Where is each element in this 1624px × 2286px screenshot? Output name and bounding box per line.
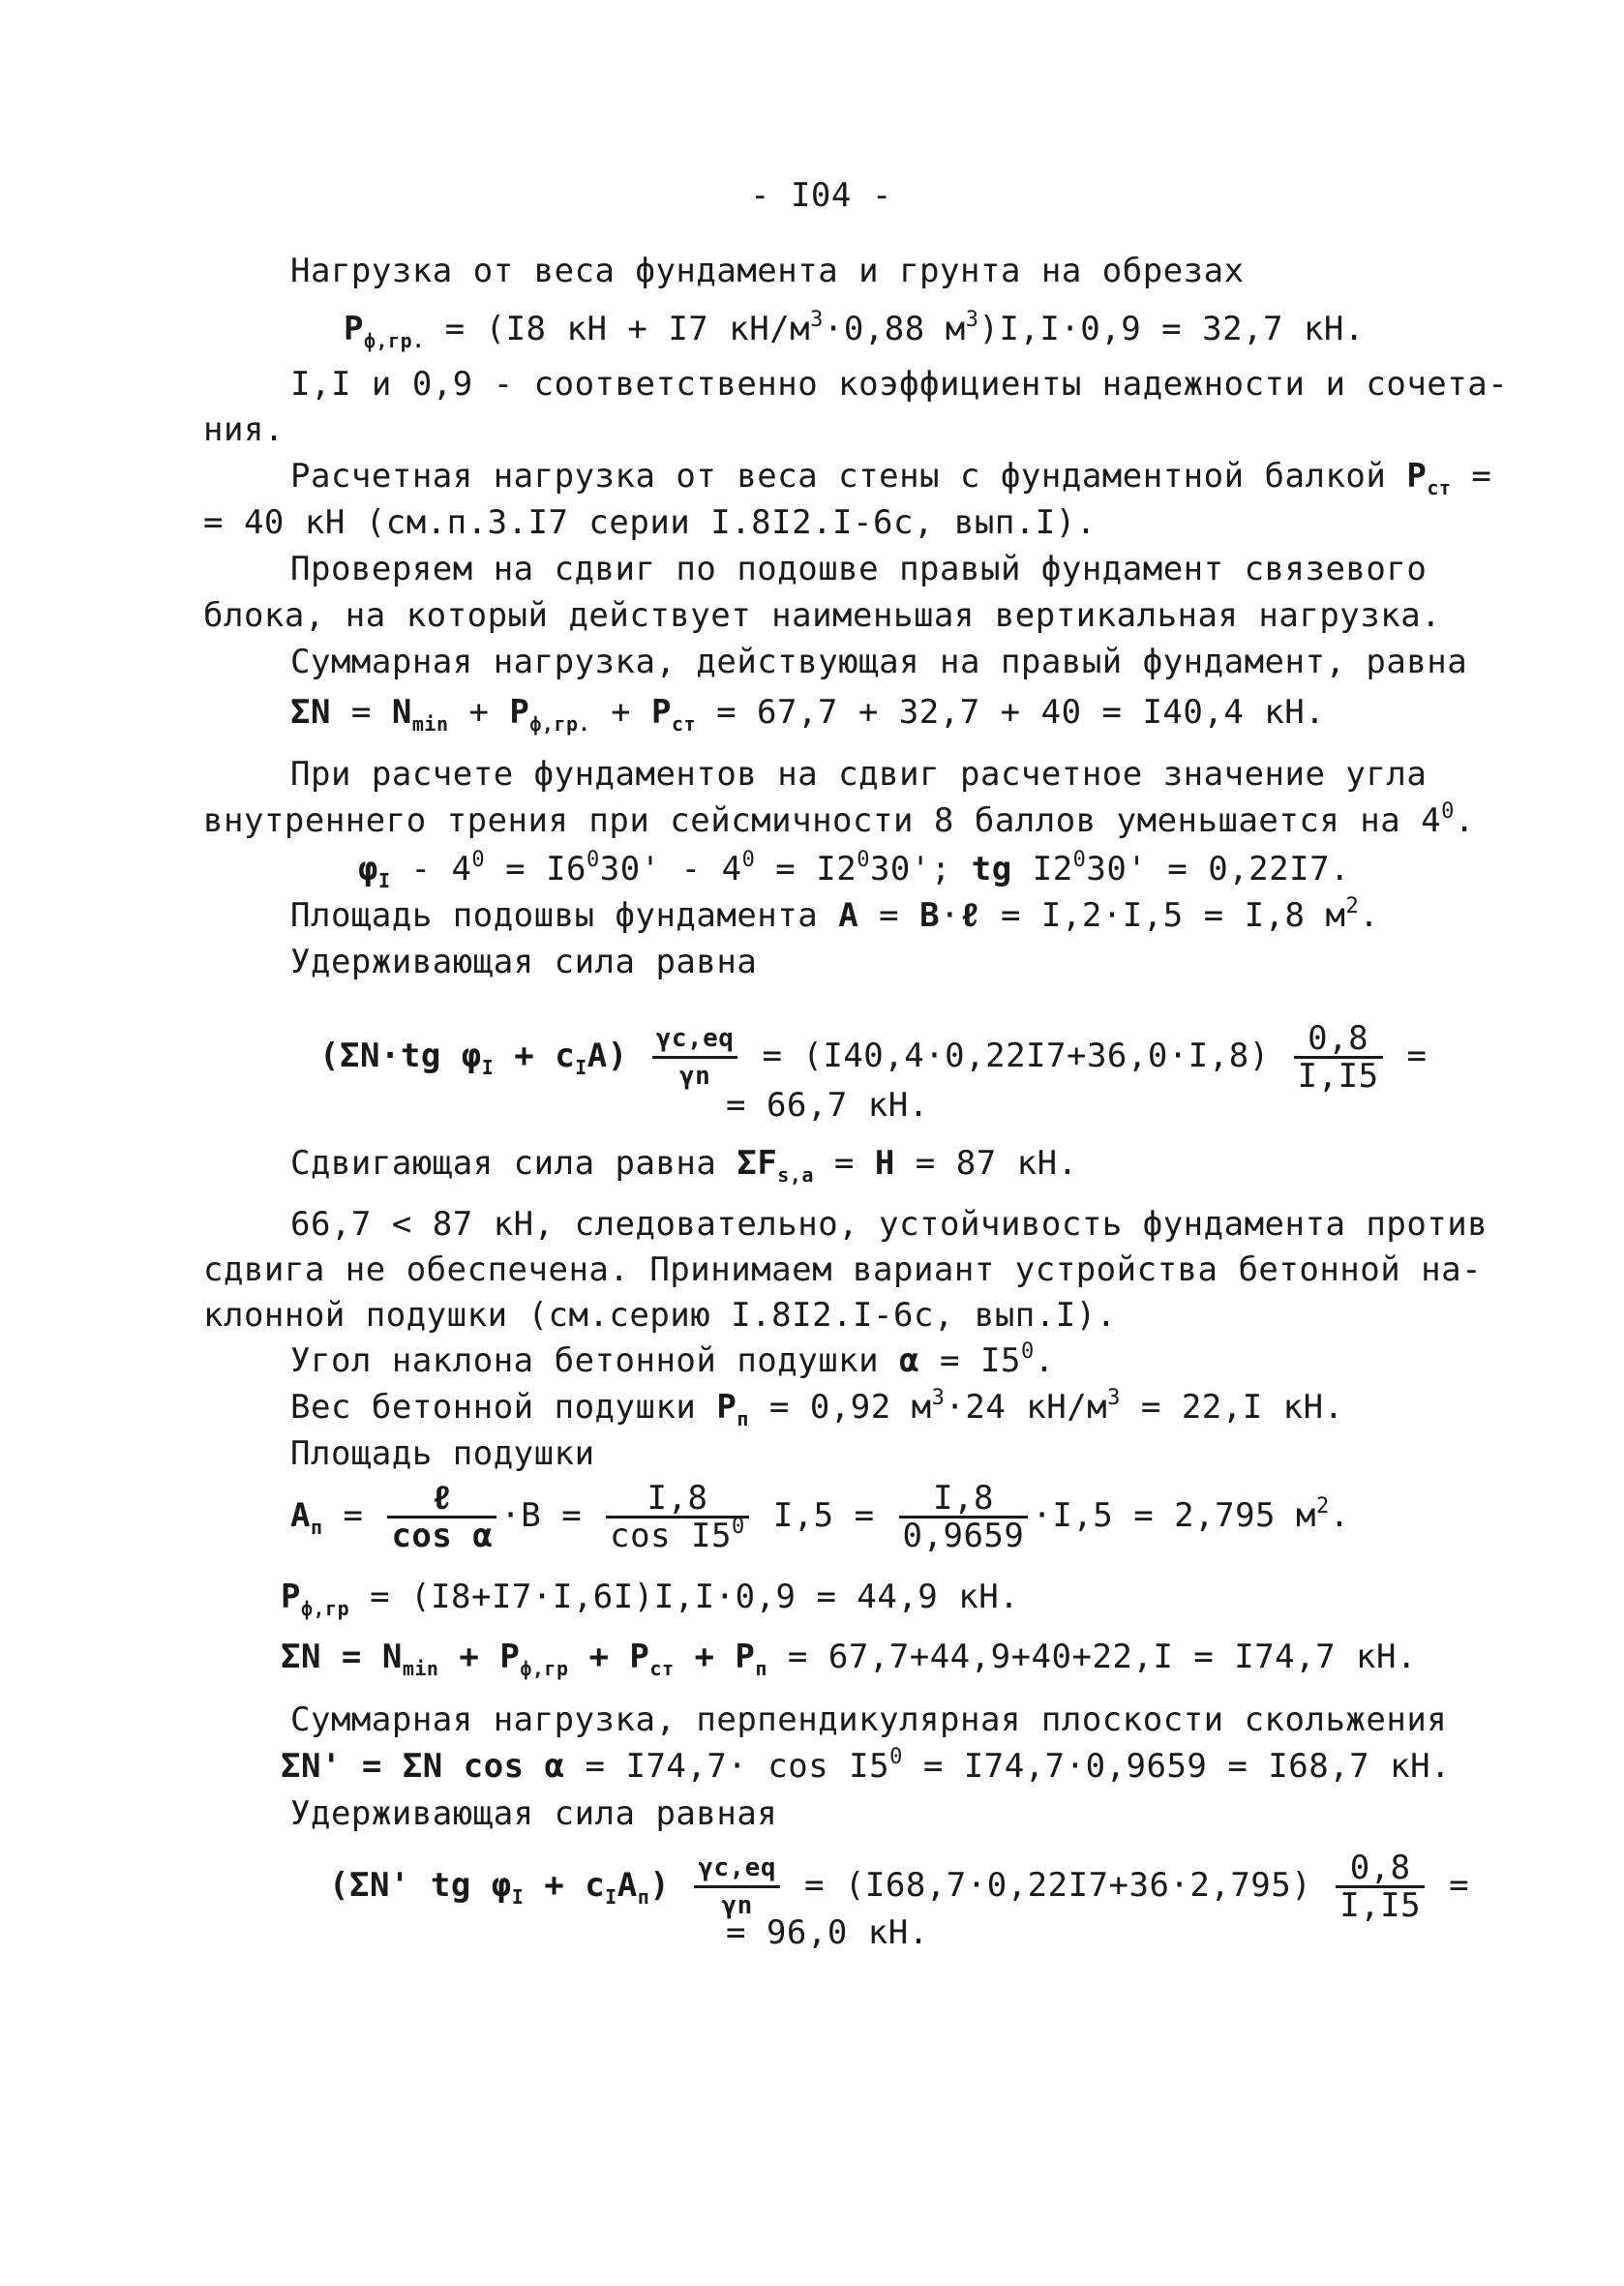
superscript: 0 xyxy=(732,1515,745,1539)
formula-sum-n-2 xyxy=(281,1636,1417,1678)
formula-symbol: + P xyxy=(438,1638,521,1676)
superscript: 0 xyxy=(471,848,486,872)
fraction-numerator: 0,8 xyxy=(1294,1021,1383,1059)
formula-text: ·B = xyxy=(500,1496,603,1535)
formula-symbol: ℓ xyxy=(960,896,980,935)
text-line: При расчете фундаментов на сдвиг расчетное значение угла xyxy=(290,755,1428,794)
formula-symbol: H xyxy=(874,1144,895,1183)
formula-subscript: ст xyxy=(672,712,697,736)
text-line: Удерживающая сила равна xyxy=(290,943,758,981)
text-span: . xyxy=(1034,1341,1055,1380)
formula-text: 30'; xyxy=(869,850,972,888)
formula-text: = (I8 кН + I7 кН/м xyxy=(424,310,811,348)
text-span: . xyxy=(1454,801,1475,840)
formula-symbol: A) xyxy=(586,1037,628,1075)
formula-symbol: A xyxy=(617,1866,638,1905)
page-number: - I04 - xyxy=(750,176,892,215)
formula-subscript: s,a xyxy=(777,1163,814,1187)
fraction-denominator: γn xyxy=(678,1062,711,1091)
text-span: ·24 кН/м xyxy=(945,1388,1108,1427)
formula-text: = 67,7 + 32,7 + 40 = I40,4 кН. xyxy=(696,693,1326,732)
formula-text: = (I68,7·0,22I7+36·2,795) xyxy=(784,1866,1312,1905)
formula-symbol: A xyxy=(290,1496,311,1535)
formula-result: = 96,0 кН. xyxy=(726,1913,929,1952)
text-line: I,I и 0,9 - соответственно коэффициенты надежности и сочета- xyxy=(290,365,1509,404)
superscript: 3 xyxy=(931,1386,946,1410)
formula-text: 30' - 4 xyxy=(599,850,742,888)
fraction-gamma xyxy=(652,1021,738,1094)
formula-symbol: φ xyxy=(358,850,378,888)
text-line: Площадь подушки xyxy=(290,1434,595,1473)
formula-subscript: ф,гр xyxy=(520,1657,569,1680)
fraction-09659 xyxy=(899,1481,1029,1553)
text-span: = I,2·I,5 = I,8 м xyxy=(979,896,1346,935)
formula-text: I,5 = xyxy=(752,1496,895,1535)
fraction-numerator: ℓ xyxy=(387,1481,496,1519)
text-span: = xyxy=(1451,457,1492,496)
text-line: Удерживающая сила равная xyxy=(290,1794,778,1833)
formula-phi xyxy=(358,848,1350,890)
superscript: 2 xyxy=(1345,894,1360,918)
formula-text: ·0,88 м xyxy=(823,310,966,348)
formula-text: 30' = 0,22I7. xyxy=(1086,850,1351,888)
superscript: 0 xyxy=(1020,1339,1035,1364)
formula-symbol: + P xyxy=(568,1638,650,1676)
fraction-denominator: I,I5 xyxy=(1297,1057,1379,1096)
text-line xyxy=(290,1339,1055,1382)
fraction-coef xyxy=(1294,1021,1383,1094)
formula-symbol: tg xyxy=(971,850,1012,888)
formula-text: = xyxy=(322,1496,384,1535)
text-line xyxy=(290,455,1491,497)
formula-text: = (I40,4·0,22I7+36,0·I,8) xyxy=(741,1037,1270,1075)
fraction-denominator: γn xyxy=(721,1891,753,1920)
formula-subscript: min xyxy=(402,1657,439,1680)
formula-symbol: P xyxy=(344,310,364,348)
formula-subscript: ф,гр. xyxy=(363,329,425,352)
formula-symbol: ΣN = N xyxy=(281,1638,403,1676)
text-span: внутреннего трения при сейсмичности 8 баллов уменьшается на 4 xyxy=(203,801,1442,840)
formula-text: . xyxy=(1329,1496,1350,1535)
superscript: 0 xyxy=(889,1745,903,1769)
formula-symbol: (ΣN' tg φ xyxy=(329,1866,512,1905)
formula-symbol: N xyxy=(391,693,412,732)
text-span: = 22,I кН. xyxy=(1120,1388,1344,1427)
text-span: . xyxy=(1359,896,1380,935)
formula-text: = xyxy=(330,693,392,732)
formula-text: = I6 xyxy=(485,850,587,888)
fraction-numerator: γc,eq xyxy=(652,1021,738,1059)
text-line: сдвига не обеспечена. Принимаем вариант устройства бетонной на- xyxy=(203,1250,1483,1289)
formula-symbol: B xyxy=(919,896,941,935)
text-span: = I5 xyxy=(919,1341,1021,1380)
superscript: 3 xyxy=(965,308,979,332)
formula-p-fgr xyxy=(344,308,1365,350)
fraction-l-cos xyxy=(387,1481,496,1553)
formula-symbol: ΣF xyxy=(737,1144,778,1183)
fraction-denominator: cos α xyxy=(391,1517,494,1555)
formula-subscript: ст xyxy=(649,1657,675,1680)
text-line: ния. xyxy=(203,410,285,449)
formula-subscript: I xyxy=(575,1056,587,1079)
formula-result: = 66,7 кН. xyxy=(726,1086,929,1125)
formula-text: = I2 xyxy=(755,850,857,888)
formula-p-fgr-2 xyxy=(281,1576,1019,1618)
formula-subscript: ф,гр. xyxy=(529,712,591,736)
formula-symbol: P xyxy=(651,693,673,732)
formula-subscript: I xyxy=(481,1056,495,1079)
text-span: Сдвигающая сила равна xyxy=(290,1144,737,1183)
formula-symbol: + c xyxy=(494,1037,576,1075)
formula-text: = I74,7·0,9659 = I68,7 кН. xyxy=(902,1747,1452,1786)
fraction-numerator: 0,8 xyxy=(1336,1850,1425,1888)
text-span: · xyxy=(940,896,961,935)
formula-subscript: I xyxy=(511,1885,525,1909)
text-line: Суммарная нагрузка, действующая на правый фундамент, равна xyxy=(290,643,1468,681)
heading-foundation-load: Нагрузка от веса фундамента и грунта на обрезах xyxy=(290,252,1245,290)
text-span: Площадь подошвы фундамента xyxy=(290,896,839,935)
superscript: 0 xyxy=(1072,848,1087,872)
formula-subscript: п xyxy=(310,1516,323,1539)
formula-text: = I74,7· cos I5 xyxy=(564,1747,890,1786)
formula-symbol: A xyxy=(838,896,859,935)
superscript: 0 xyxy=(857,848,870,872)
formula-subscript: min xyxy=(411,712,449,736)
formula-text: = xyxy=(1429,1866,1470,1905)
text-line: = 40 кН (см.п.3.I7 серии I.8I2.I-6с, вып.I). xyxy=(203,503,1097,542)
text-span: = 87 кН. xyxy=(894,1144,1078,1183)
formula-holding-force-1 xyxy=(319,1021,1428,1094)
text-line: Проверяем на сдвиг по подошве правый фундамент связевого xyxy=(290,550,1428,588)
superscript: 0 xyxy=(741,848,756,872)
text-span: = xyxy=(858,896,920,935)
fraction-numerator: γc,eq xyxy=(694,1850,780,1888)
fraction-numerator: I,8 xyxy=(899,1481,1029,1519)
formula-subscript: п xyxy=(637,1885,650,1909)
fraction-numerator: I,8 xyxy=(606,1481,749,1519)
formula-subscript: I xyxy=(377,869,391,892)
superscript: 3 xyxy=(810,308,824,332)
formula-subscript: п xyxy=(755,1657,767,1680)
formula-text: = (I8+I7·I,6I)I,I·0,9 = 44,9 кН. xyxy=(349,1578,1020,1616)
text-line xyxy=(203,799,1475,842)
text-line xyxy=(290,1386,1344,1429)
text-line xyxy=(290,894,1379,937)
formula-symbol: α xyxy=(899,1341,920,1380)
formula-symbol: (ΣN·tg φ xyxy=(319,1037,482,1075)
formula-symbol: + P xyxy=(674,1638,756,1676)
superscript: 2 xyxy=(1315,1494,1330,1519)
formula-symbol: ΣN' = ΣN cos α xyxy=(281,1747,565,1786)
fraction-denominator xyxy=(606,1515,749,1555)
formula-symbol: P xyxy=(281,1578,301,1616)
superscript: 0 xyxy=(586,848,600,872)
formula-symbol: ΣN xyxy=(290,693,331,732)
formula-text: ·I,5 = 2,795 м xyxy=(1032,1496,1316,1535)
formula-text: - 4 xyxy=(390,850,472,888)
superscript: 3 xyxy=(1107,1386,1121,1410)
formula-symbol: P xyxy=(509,693,530,732)
formula-symbol: ) xyxy=(649,1866,671,1905)
formula-text: I2 xyxy=(1011,850,1073,888)
formula-subscript: ст xyxy=(1427,476,1452,499)
formula-subscript: п xyxy=(737,1407,749,1430)
formula-text: = 67,7+44,9+40+22,I = I74,7 кН. xyxy=(767,1638,1417,1676)
formula-symbol: + c xyxy=(524,1866,606,1905)
denominator-text: cos I5 xyxy=(610,1517,732,1555)
formula-cushion-area xyxy=(290,1481,1350,1553)
fraction-denominator: 0,9659 xyxy=(902,1517,1025,1555)
formula-text: + xyxy=(448,693,510,732)
fraction-denominator: I,I5 xyxy=(1339,1886,1422,1925)
text-line: блока, на который действует наименьшая вертикальная нагрузка. xyxy=(203,596,1442,635)
fraction-coef xyxy=(1336,1850,1425,1923)
text-span: = 0,92 м xyxy=(748,1388,932,1427)
formula-sum-n xyxy=(290,691,1325,734)
text-span: Угол наклона бетонной подушки xyxy=(290,1341,900,1380)
text-span: Расчетная нагрузка от веса стены с фундаментной балкой xyxy=(290,457,1387,496)
text-span: = xyxy=(813,1144,875,1183)
formula-subscript: I xyxy=(605,1885,617,1909)
formula-subscript: ф,гр xyxy=(300,1597,350,1620)
formula-text: )I,I·0,9 = 32,7 кН. xyxy=(978,310,1365,348)
text-line: Суммарная нагрузка, перпендикулярная плоскости скольжения xyxy=(290,1700,1448,1739)
formula-text: = xyxy=(1386,1037,1428,1075)
fraction-cos15 xyxy=(606,1481,749,1553)
superscript: 0 xyxy=(1441,799,1455,824)
formula-sum-n-prime xyxy=(281,1745,1451,1788)
formula-symbol: P xyxy=(716,1388,737,1427)
text-line: клонной подушки (см.серию I.8I2.I-6с, вып.I). xyxy=(203,1296,1117,1335)
text-line: 66,7 < 87 кН, следовательно, устойчивость фундамента против xyxy=(290,1205,1489,1244)
text-span: Вес бетонной подушки xyxy=(290,1388,717,1427)
formula-symbol: P xyxy=(1406,457,1428,496)
formula-text: + xyxy=(590,693,652,732)
text-line xyxy=(290,1142,1078,1185)
